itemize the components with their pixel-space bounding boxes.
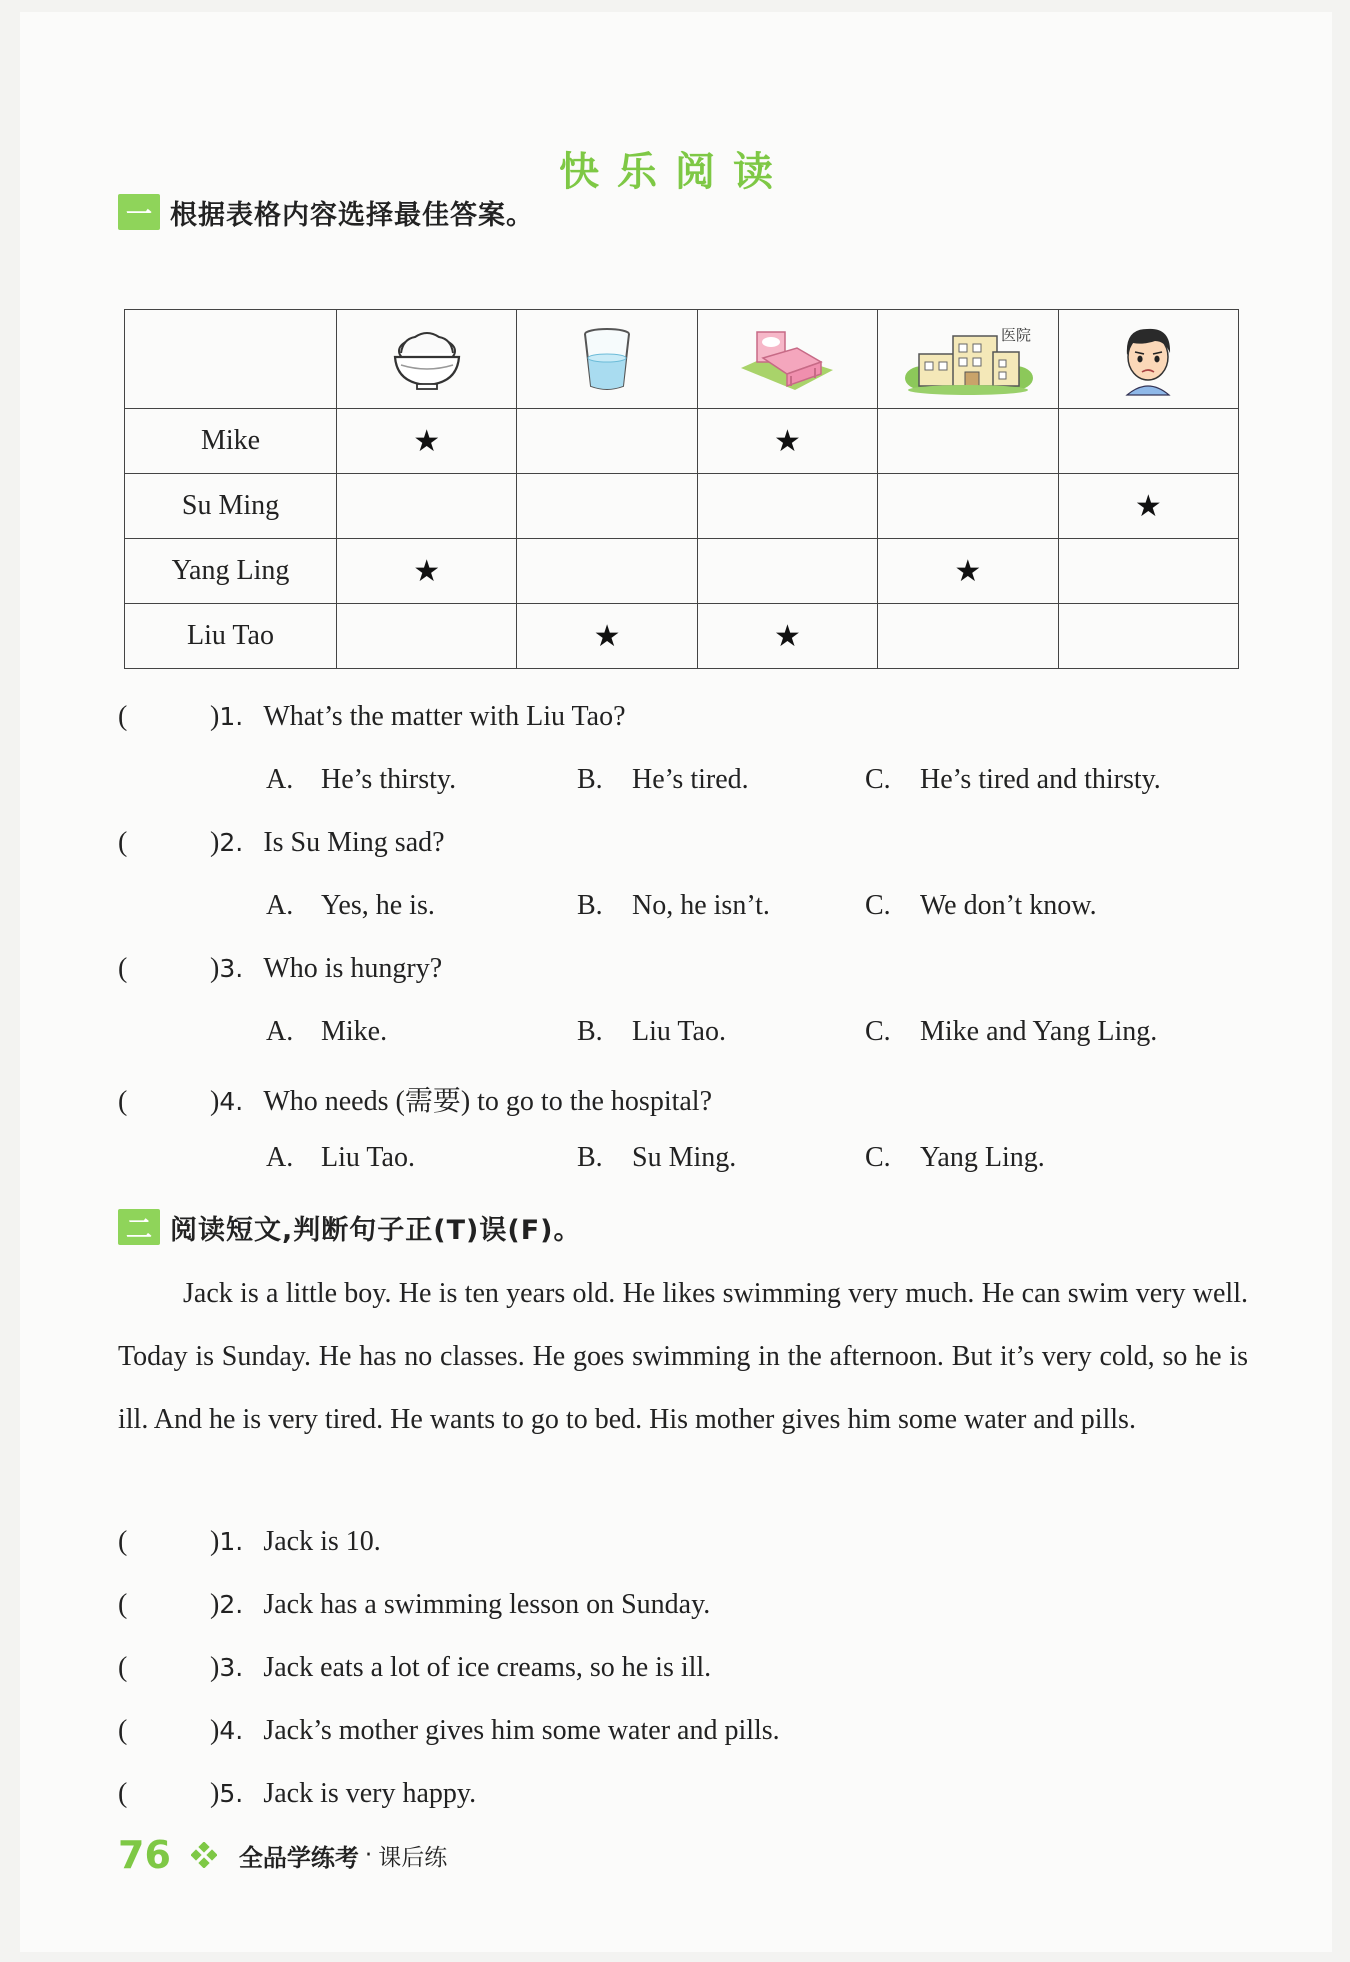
section-1-badge: 一 [118,194,160,230]
section-2-badge: 二 [118,1209,160,1245]
diamond-ornament-icon [191,1842,217,1868]
option-b: B. No, he isn’t. [577,890,770,921]
sad-boy-icon [1113,319,1183,399]
mark-cell [878,604,1058,669]
row-name: Mike [125,409,337,474]
header-cell-water [517,310,697,409]
mark-cell [337,604,517,669]
question-number: 4. [219,1716,244,1745]
mark-cell [1058,409,1238,474]
answer-blank[interactable]: ( [118,701,128,732]
header-cell-hospital [878,310,1058,409]
table-corner-cell [125,310,337,409]
option-c: C. We don’t know. [865,890,1097,921]
mark-cell [1058,474,1238,539]
header-cell-rice [337,310,517,409]
question-number: 2. [219,1590,244,1619]
answer-blank[interactable]: ( [118,1526,128,1557]
header-cell-sad-boy [1058,310,1238,409]
mark-cell [697,409,877,474]
star-icon: ★ [774,618,801,654]
question-2-4: ( )4. Jack’s mother gives him some water and pills. [118,1715,780,1746]
question-number: 4. [219,1087,244,1116]
row-name: Yang Ling [125,539,337,604]
question-number: 1. [219,1527,244,1556]
brand-separator: · [364,1842,373,1868]
option-c: C. Mike and Yang Ling. [865,1016,1158,1047]
mark-cell [517,539,697,604]
water-glass-icon [577,324,637,394]
question-number: 2. [219,828,244,857]
question-text: Jack’s mother gives him some water and pills. [263,1715,780,1746]
answer-blank[interactable]: ( [118,827,128,858]
question-text: Jack is 10. [263,1526,381,1557]
bed-icon [737,324,837,394]
table-header-row [125,310,1239,409]
mark-cell [1058,604,1238,669]
question-text: Is Su Ming sad? [263,827,445,858]
question-1-4: ( )4. Who needs (需要) to go to the hospital? [118,1086,713,1117]
option-a: A. Liu Tao. [266,1142,415,1173]
option-b: B. Liu Tao. [577,1016,726,1047]
question-number: 5. [219,1779,244,1808]
mark-cell [878,474,1058,539]
answer-blank[interactable]: ( [118,953,128,984]
question-1-3: ( )3. Who is hungry? [118,953,443,984]
page-number: 76 [118,1833,171,1877]
section-1-instruction: 根据表格内容选择最佳答案。 [170,199,534,231]
mark-cell [337,474,517,539]
option-a: A. Mike. [266,1016,388,1047]
answer-blank[interactable]: ( [118,1715,128,1746]
row-name: Liu Tao [125,604,337,669]
question-number: 3. [219,954,244,983]
hospital-sign: 医院 [1000,326,1031,344]
section-2-instruction: 阅读短文,判断句子正(T)误(F)。 [170,1214,582,1246]
info-table [124,309,1239,669]
question-1-2: ( )2. Is Su Ming sad? [118,827,445,858]
table-row [125,604,1239,669]
star-icon: ★ [593,618,621,654]
mark-cell [517,474,697,539]
question-text: Jack has a swimming lesson on Sunday. [263,1589,711,1620]
mark-cell [697,539,877,604]
question-text: What’s the matter with Liu Tao? [263,701,626,732]
answer-blank[interactable]: ( [118,1086,128,1117]
question-number: 3. [219,1653,244,1682]
page-title: 快乐阅读 [559,149,791,195]
question-2-3: ( )3. Jack eats a lot of ice creams, so he is ill. [118,1652,712,1683]
brand-name: 全品学练考 [238,1843,359,1872]
answer-blank[interactable]: ( [118,1589,128,1620]
table-row [125,539,1239,604]
mark-cell [517,409,697,474]
option-c: C. Yang Ling. [865,1142,1045,1173]
star-icon: ★ [954,553,982,589]
section-1-header [118,192,534,232]
question-2-1: ( )1. Jack is 10. [118,1526,381,1557]
hospital-icon [903,322,1033,396]
question-text: Jack is very happy. [263,1778,477,1809]
question-number: 1. [219,702,244,731]
answer-blank[interactable]: ( [118,1778,128,1809]
question-text: Who is hungry? [263,953,443,984]
question-text: Jack eats a lot of ice creams, so he is ill. [263,1652,712,1683]
question-1-1: ( )1. What’s the matter with Liu Tao? [118,701,626,732]
mark-cell [697,604,877,669]
page-footer [118,1833,447,1877]
mark-cell [337,409,517,474]
question-text: Who needs (需要) to go to the hospital? [263,1086,713,1117]
option-b: B. Su Ming. [577,1142,737,1173]
section-2-header [118,1207,581,1247]
brand-subtitle: 课后练 [378,1844,448,1871]
reading-passage: Jack is a little boy. He is ten years old. He likes swimming very much. He can swim very well. Today is Sunday. He has no classes. He goes swimming in the afternoon. But it’s very cold, so he is ill. And he is very tired. He wants to go to bed. His mother gives him some water and pills. [118,1278,1248,1435]
option-a: A. He’s thirsty. [266,764,457,795]
star-icon: ★ [413,423,441,459]
question-2-2: ( )2. Jack has a swimming lesson on Sunday. [118,1589,711,1620]
star-icon: ★ [1134,488,1162,524]
star-icon: ★ [413,553,441,589]
option-c: C. He’s tired and thirsty. [865,764,1161,795]
option-a: A. Yes, he is. [266,890,435,921]
header-cell-bed [697,310,877,409]
mark-cell [517,604,697,669]
mark-cell [697,474,877,539]
question-2-5: ( )5. Jack is very happy. [118,1778,477,1809]
mark-cell [878,409,1058,474]
row-name: Su Ming [125,474,337,539]
answer-blank[interactable]: ( [118,1652,128,1683]
mark-cell [337,539,517,604]
mark-cell [878,539,1058,604]
mark-cell [1058,539,1238,604]
rice-bowl-icon [387,325,467,393]
option-b: B. He’s tired. [577,764,749,795]
star-icon: ★ [774,423,801,459]
table-row [125,474,1239,539]
table-row [125,409,1239,474]
